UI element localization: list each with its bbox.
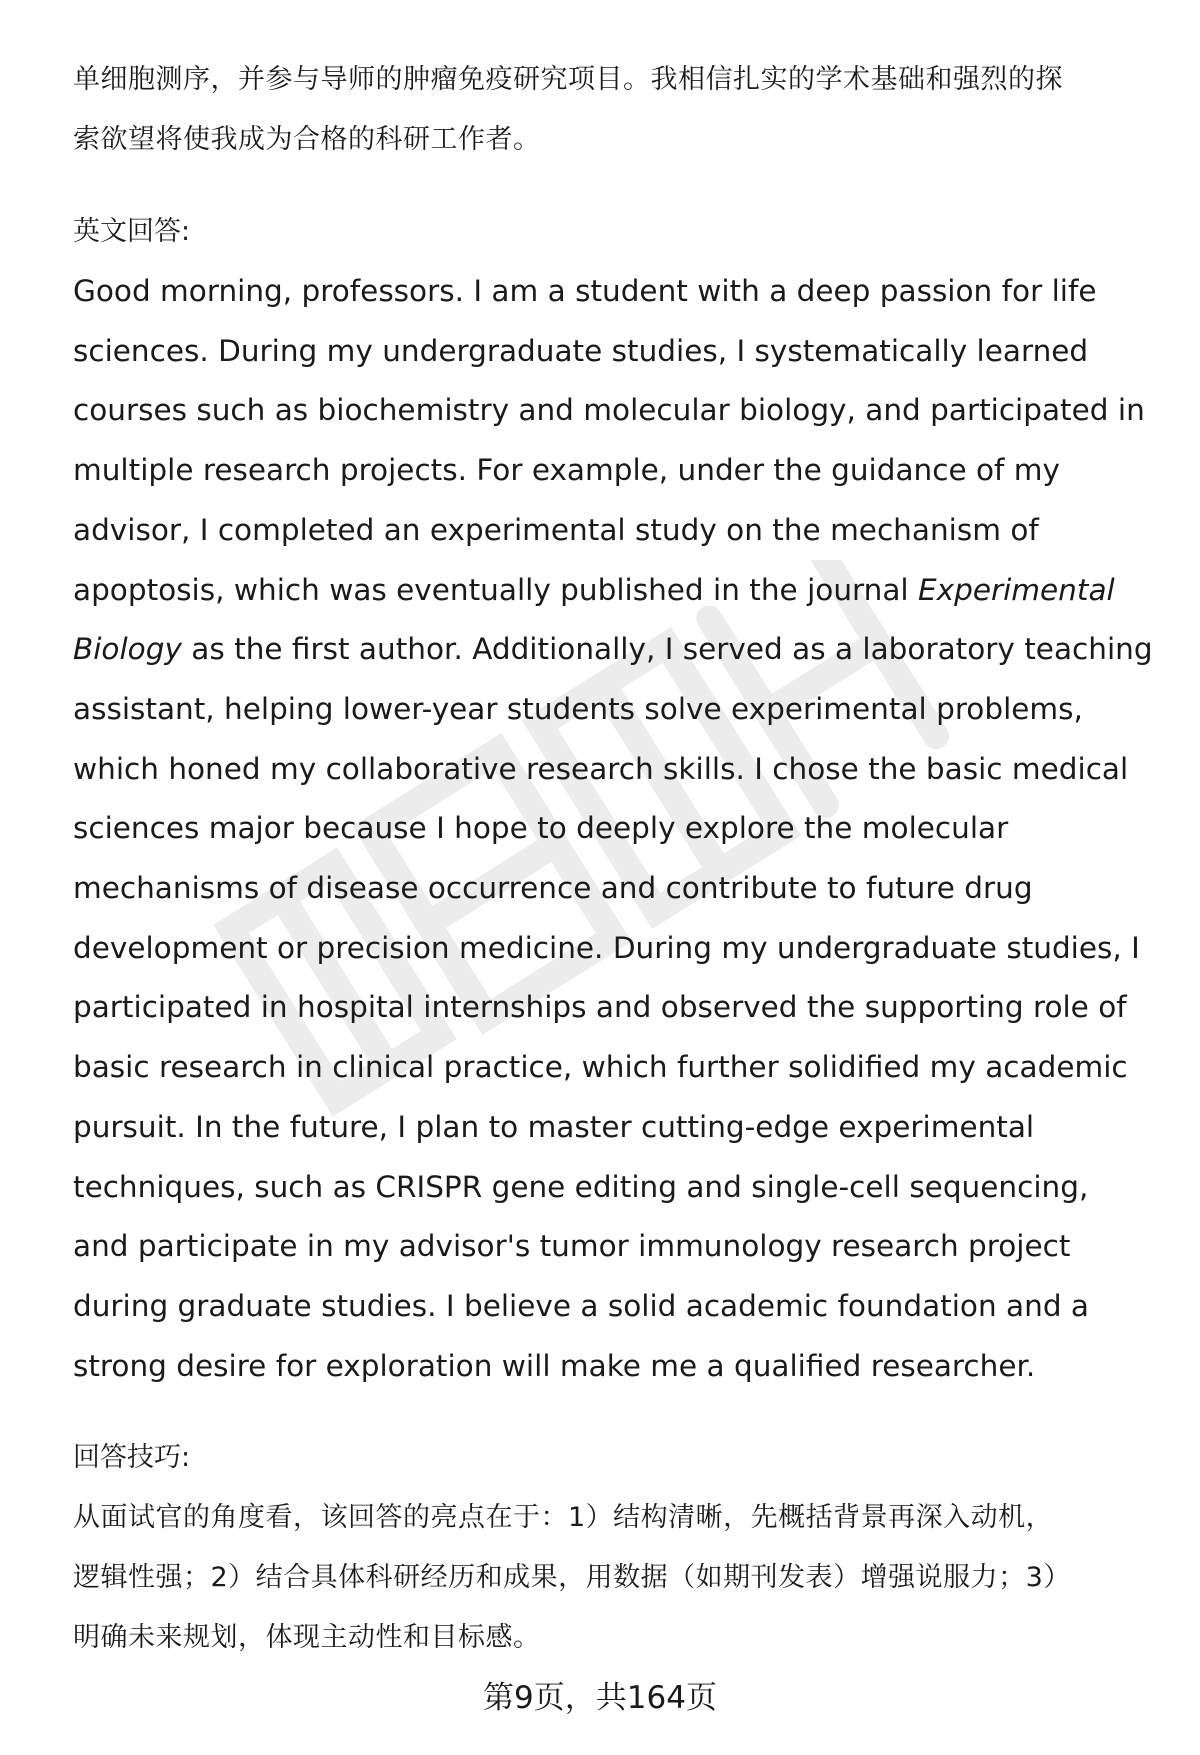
answer-tips-heading: 回答技巧: <box>73 1442 191 1474</box>
english-answer-text-2: as the first author. Additionally, I served as a laboratory teaching assistant, helping lower-year students solve experimental problems, which honed my collaborative research skills. I chose the basic medical sciences major because I hope to deeply explore the molecular mechanisms of disease occurrence and contribute to future drug development or precision medicine. During my undergraduate studies, I participated in hospital internships and observed the supporting role of basic research in clinical practice, which further solidified my academic pursuit. In the future, I plan to master cutting-edge experimental techniques, such as CRISPR gene editing and single-cell sequencing, and participate in my advisor's tumor immunology research project during graduate studies. I believe a solid academic foundation and a strong desire for exploration will make me a qualified researcher. <box>73 632 1153 1383</box>
top-paragraph-line-1: 单细胞测序，并参与导师的肿瘤免疫研究项目。我相信扎实的学术基础和强烈的探 <box>73 64 1063 95</box>
answer-tips-line-2: 逻辑性强；2）结合具体科研经历和成果，用数据（如期刊发表）增强说服力；3） <box>73 1562 1071 1594</box>
english-answer-section <box>73 202 1153 1396</box>
english-answer-heading: 英文回答: <box>73 216 191 247</box>
top-paragraph <box>73 50 1153 170</box>
answer-tips-line-1: 从面试官的角度看，该回答的亮点在于：1）结构清晰，先概括背景再深入动机， <box>73 1502 1054 1534</box>
english-answer-text-1: Good morning, professors. I am a student with a deep passion for life sciences. During my undergraduate studies, I systematically learned courses such as biochemistry and molecular biology, and participated in multiple research projects. For example, under the guidance of my advisor, I completed an experimental study on the mechanism of apoptosis, which was eventually published in the journal <box>73 274 1145 607</box>
answer-tips-section <box>73 1428 1153 1668</box>
top-paragraph-line-2: 索欲望将使我成为合格的科研工作者。 <box>73 124 541 155</box>
page-number: 第9页，共164页 <box>483 1680 717 1716</box>
document-page <box>73 50 1153 1668</box>
journal-name: Experimental Biology <box>73 572 1115 667</box>
answer-tips-line-3: 明确未来规划，体现主动性和目标感。 <box>73 1622 541 1654</box>
english-answer-body <box>73 262 1153 1396</box>
